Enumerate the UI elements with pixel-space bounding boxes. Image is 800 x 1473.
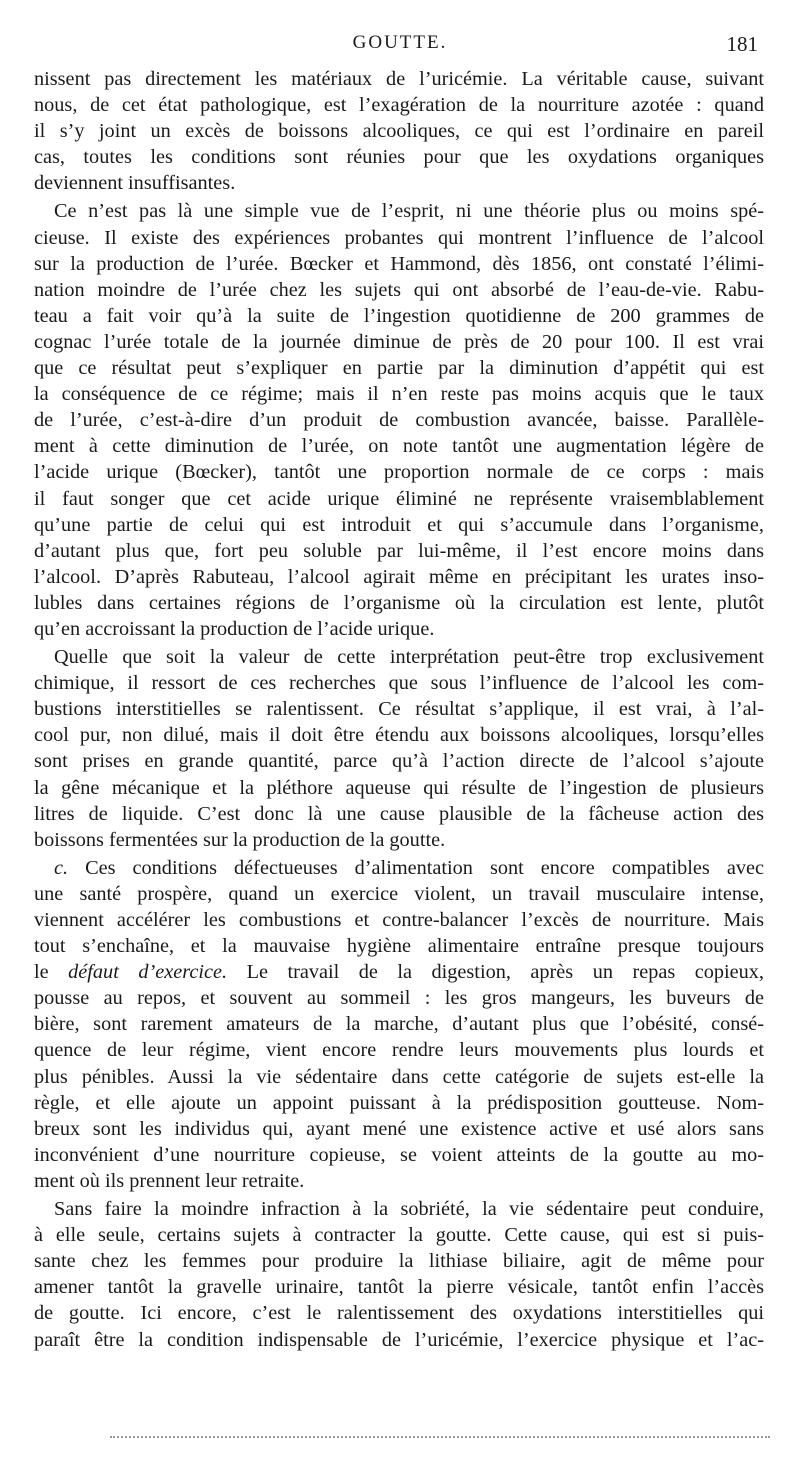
footer-dotted-rule (110, 1436, 770, 1438)
text-line: cieuse. Il existe des expériences probantes qui montrent l’influence de l’alcool (34, 226, 764, 249)
text-line: nissent pas directement les matériaux de l’uricémie. La véritable cause, suivant (34, 68, 764, 90)
text-fragment: le (34, 961, 49, 984)
text-line: breux sont les individus qui, ayant mené une existence active et usé alors sans (34, 1117, 764, 1140)
text-line: de l’urée, c’est-à-dire d’un produit de combustion avancée, baisse. Parallèle- (34, 409, 764, 432)
text-line: de goutte. Ici encore, c’est le ralentissement des oxydations interstitielles qui (34, 1302, 764, 1325)
text-line: ment où ils prennent leur retraite. (34, 1169, 305, 1192)
text-line: quence de leur régime, vient encore rendre leurs mouvements plus lourds et (34, 1039, 764, 1062)
text-line: sont prises en grande quantité, parce qu’à l’action directe de l’alcool s’ajoute (34, 750, 764, 773)
text-line: cognac l’urée totale de la journée diminue de près de 20 pour 100. Il est vrai (34, 330, 764, 353)
text-line: Sans faire la moindre infraction à la sobriété, la vie sédentaire peut conduire, (54, 1198, 764, 1221)
text-line: bière, sont rarement amateurs de la marche, d’autant plus que l’obésité, consé- (34, 1013, 764, 1036)
text-line: il faut songer que cet acide urique éliminé ne représente vraisemblablement (34, 487, 764, 510)
emphasized-term: défaut d’exercice. (68, 961, 228, 984)
text-line: que ce résultat peut s’expliquer en partie par la diminution d’appétit qui est (34, 357, 764, 380)
body-text (34, 66, 764, 1353)
text-line: Quelle que soit la valeur de cette interprétation peut-être trop exclusivement (54, 646, 764, 669)
page-number: 181 (726, 32, 758, 56)
paragraph-3 (34, 644, 764, 853)
text-fragment: Le travail de la digestion, après un repas copieux, (246, 961, 765, 984)
text-line: lubles dans certaines régions de l’organisme où la circulation est lente, plutôt (34, 591, 764, 614)
text-line (34, 855, 764, 881)
text-line: une santé prospère, quand un exercice violent, un travail musculaire intense, (34, 882, 764, 905)
text-line: sur la production de l’urée. Bœcker et Hammond, dès 1856, ont constaté l’élimi- (34, 252, 764, 275)
paragraph-1 (34, 66, 764, 196)
text-line: qu’une partie de celui qui est introduit et qui s’accumule dans l’organisme, (34, 513, 764, 536)
text-line: chimique, il ressort de ces recherches que sous l’influence de l’alcool les com- (34, 672, 764, 695)
paragraph-4 (34, 855, 764, 1194)
text-line (34, 959, 764, 985)
text-fragment: Ces conditions défectueuses d’alimentation sont encore compatibles avec (85, 856, 764, 879)
text-line: teau a fait voir qu’à la suite de l’ingestion quotidienne de 200 grammes de (34, 304, 764, 327)
text-line: l’alcool. D’après Rabuteau, l’alcool agirait même en précipitant les urates inso- (34, 565, 764, 588)
text-line: la conséquence de ce régime; mais il n’en reste pas moins acquis que le taux (34, 383, 764, 406)
text-line: bustions interstitielles se ralentissent. Ce résultat s’applique, il est vrai, à l’al- (34, 698, 764, 721)
text-line: pousse au repos, et souvent au sommeil : les gros mangeurs, les buveurs de (34, 987, 764, 1010)
text-line: il s’y joint un excès de boissons alcooliques, ce qui est l’ordinaire en pareil (34, 120, 764, 143)
text-line: Ce n’est pas là une simple vue de l’esprit, ni une théorie plus ou moins spé- (54, 200, 764, 223)
text-line: paraît être la condition indispensable de l’uricémie, l’exercice physique et l’ac- (34, 1328, 764, 1351)
text-line: nation moindre de l’urée chez les sujets qui ont absorbé de l’eau-de-vie. Rabu- (34, 278, 764, 301)
text-line: cas, toutes les conditions sont réunies pour que les oxydations organiques (34, 146, 764, 169)
text-line: tout s’enchaîne, et la mauvaise hygiène alimentaire entraîne presque toujours (34, 935, 764, 958)
text-line: inconvénient d’une nourriture copieuse, se voient atteints de la goutte au mo- (34, 1143, 764, 1166)
text-line: règle, et elle ajoute un appoint puissant à la prédisposition goutteuse. Nom- (34, 1091, 764, 1114)
text-line: qu’en accroissant la production de l’acide urique. (34, 617, 435, 640)
text-line: litres de liquide. C’est donc là une cause plausible de la fâcheuse action des (34, 802, 764, 825)
text-line: d’autant plus que, fort peu soluble par lui-même, il l’est encore moins dans (34, 539, 764, 562)
text-line: cool pur, non dilué, mais il doit être étendu aux boissons alcooliques, lorsqu’elles (34, 724, 764, 747)
text-line: viennent accélérer les combustions et contre-balancer l’excès de nourriture. Mais (34, 909, 764, 931)
section-marker: c. (54, 856, 69, 879)
text-line: la gêne mécanique et la pléthore aqueuse qui résulte de l’ingestion de plusieurs (34, 776, 764, 799)
text-line: plus pénibles. Aussi la vie sédentaire dans cette catégorie de sujets est-elle la (34, 1065, 764, 1088)
paragraph-5 (34, 1196, 764, 1353)
running-head (0, 32, 800, 58)
text-line: nous, de cet état pathologique, est l’exagération de la nourriture azotée : quand (34, 94, 764, 117)
text-line: sante chez les femmes pour produire la lithiase biliaire, agit de même pour (34, 1250, 764, 1273)
text-line: ment à cette diminution de l’urée, on note tantôt une augmentation légère de (34, 435, 764, 458)
text-line: amener tantôt la gravelle urinaire, tantôt la pierre vésicale, tantôt enfin l’accès (34, 1276, 764, 1299)
running-title: GOUTTE. (352, 32, 448, 53)
text-line: boissons fermentées sur la production de la goutte. (34, 828, 446, 851)
text-line: à elle seule, certains sujets à contracter la goutte. Cette cause, qui est si puis- (34, 1224, 764, 1247)
text-line: deviennent insuffisantes. (34, 172, 236, 195)
text-line: l’acide urique (Bœcker), tantôt une proportion normale de ce corps : mais (34, 461, 764, 484)
paragraph-2 (34, 198, 764, 642)
